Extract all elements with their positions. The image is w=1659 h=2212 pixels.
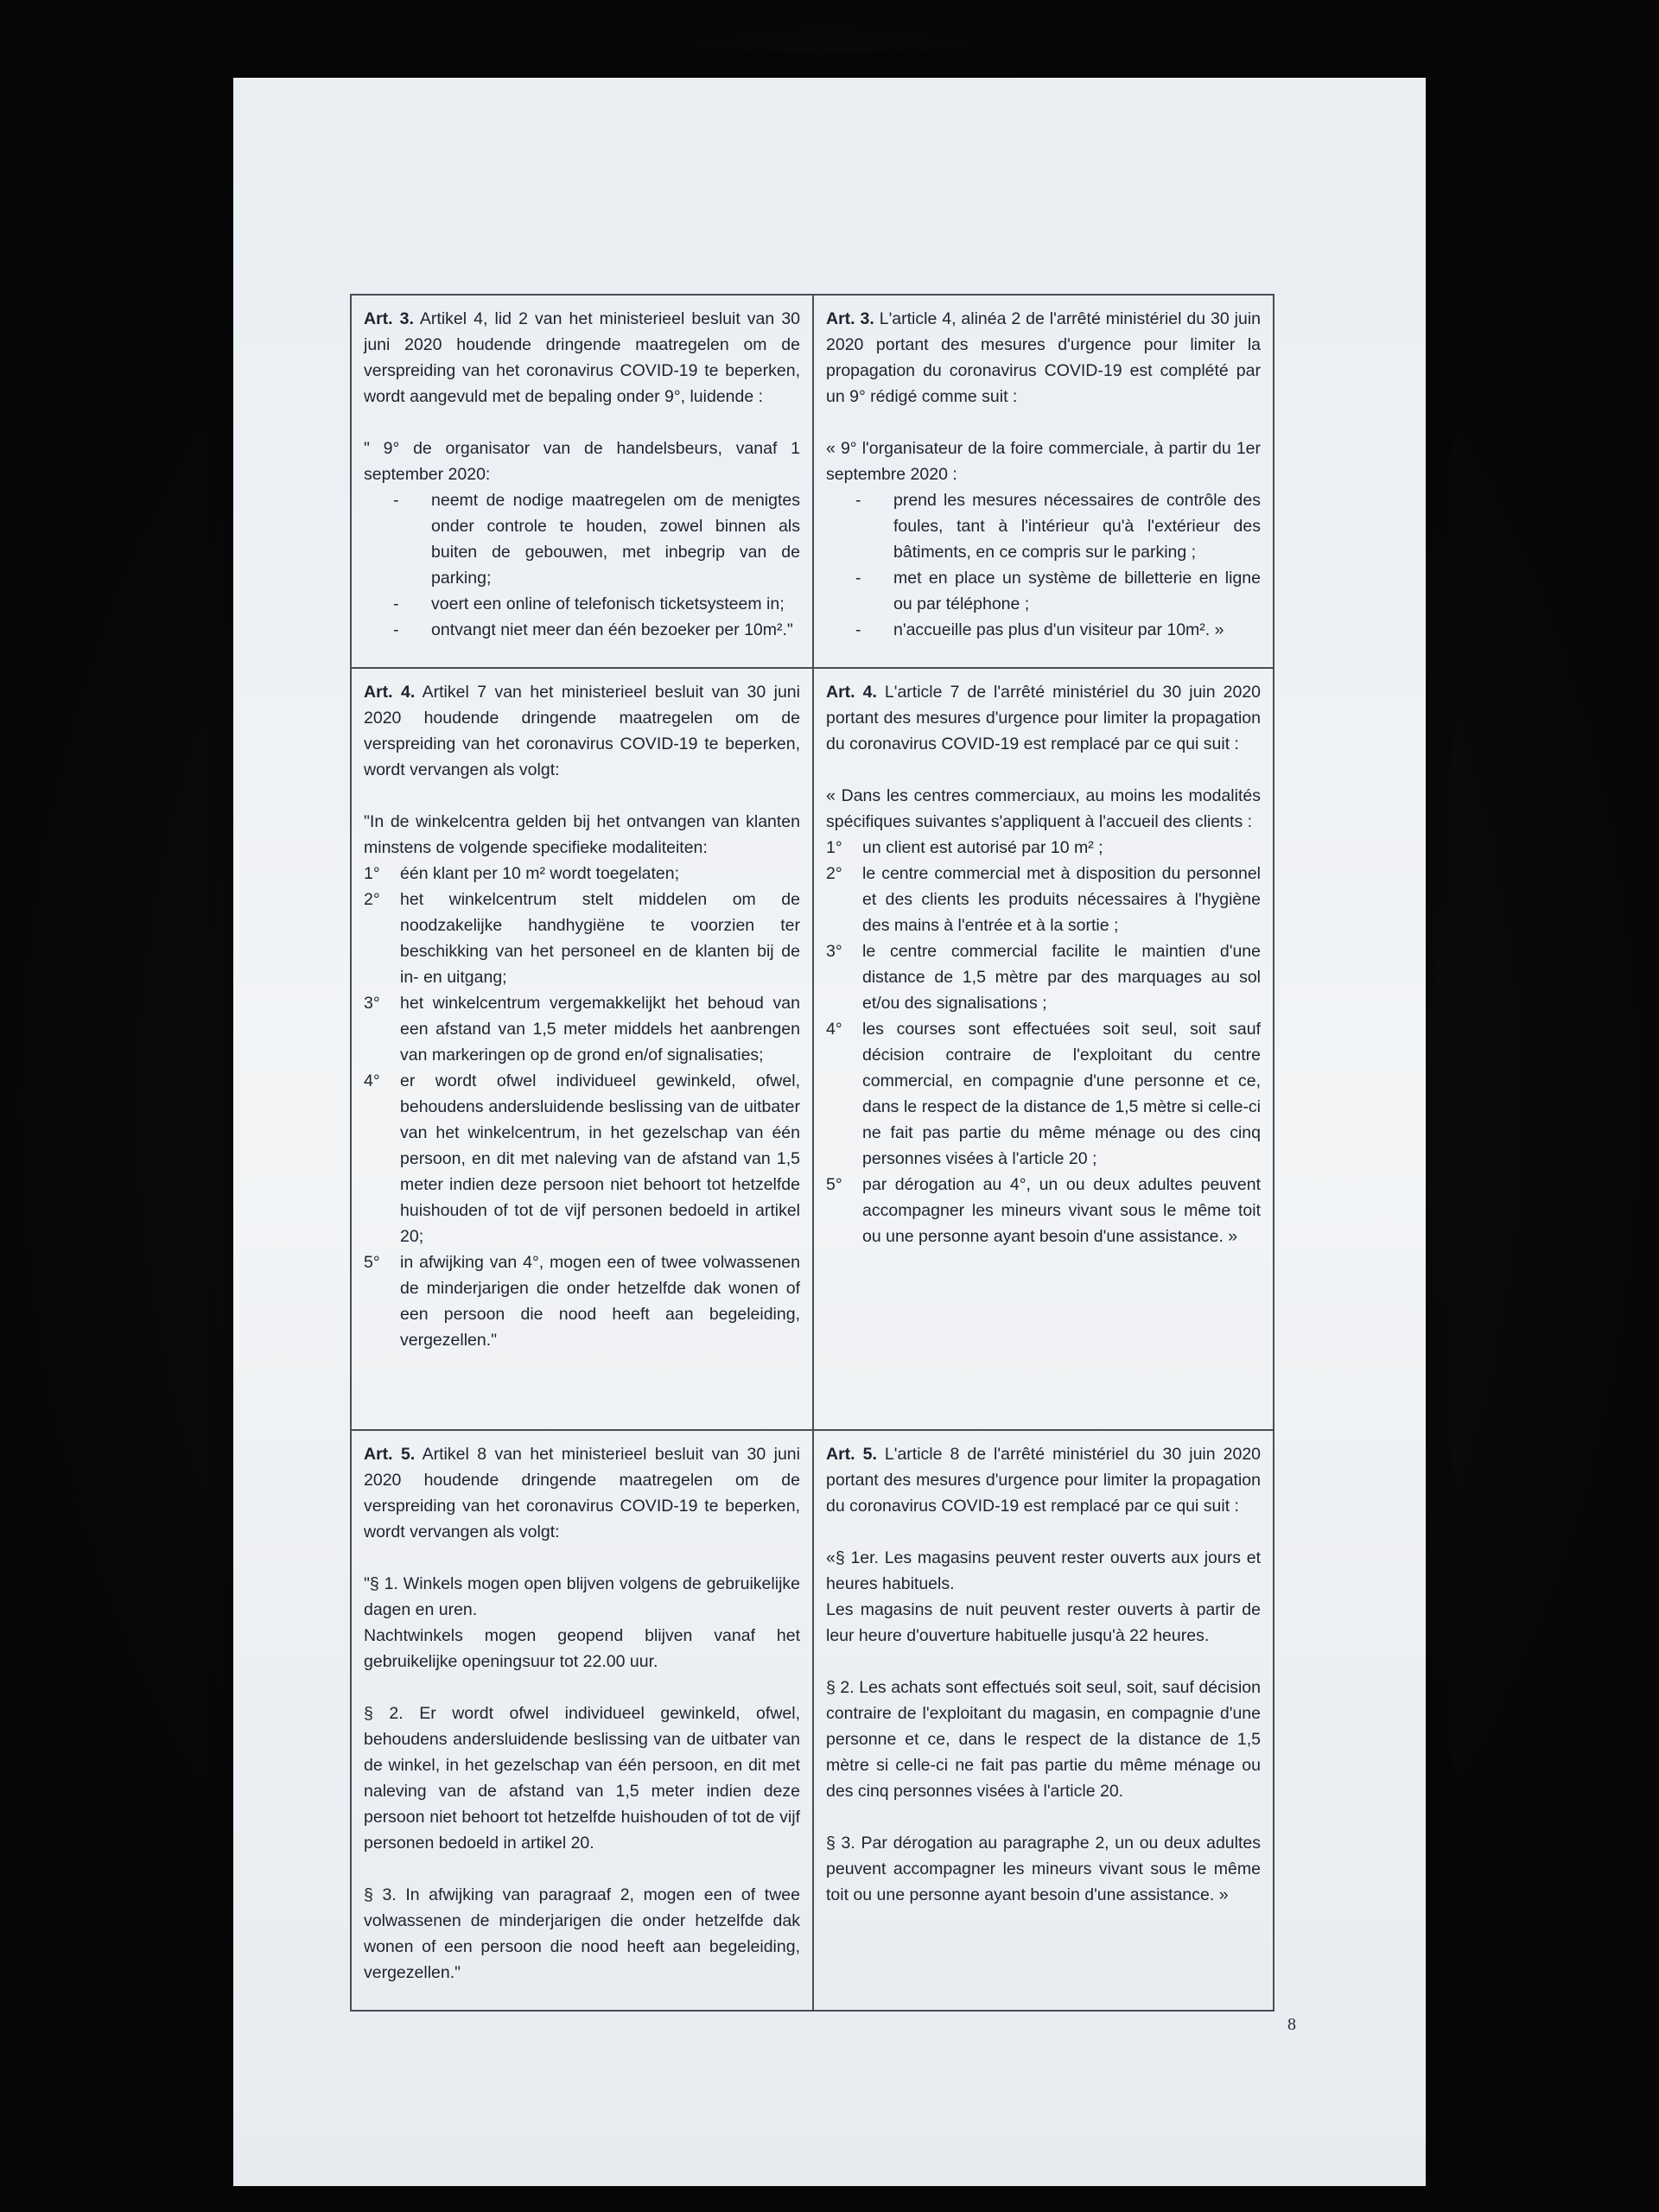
list-item <box>364 861 800 887</box>
art3-nl-intro <box>364 306 800 410</box>
comparison-table <box>350 294 1274 2012</box>
art4-fr-list <box>826 835 1261 1249</box>
list-item: - n'accueille pas plus d'un visiteur par 10m². » <box>893 617 1261 643</box>
article-label: Art. 4. <box>364 683 416 702</box>
paragraph-1: «§ 1er. Les magasins peuvent rester ouverts aux jours et heures habituels. <box>826 1548 1261 1593</box>
list-item <box>364 990 800 1068</box>
art3-fr-intro <box>826 306 1261 410</box>
art3-nl-quote-intro: " 9° de organisator van de handelsbeurs, vanaf 1 september 2020: <box>364 439 800 484</box>
art4-nl-intro <box>364 679 800 783</box>
document-page <box>233 78 1426 2186</box>
cell-art5-nl <box>352 1431 812 2010</box>
article-label: Art. 5. <box>826 1445 877 1464</box>
item-number: 5° <box>826 1175 842 1194</box>
table-row-art3 <box>350 294 1274 667</box>
cell-art4-fr <box>812 669 1273 1429</box>
list-item <box>826 835 1261 861</box>
art3-fr-quote-intro: « 9° l'organisateur de la foire commerciale, à partir du 1er septembre 2020 : <box>826 439 1261 484</box>
paragraph-1b: Les magasins de nuit peuvent rester ouverts à partir de leur heure d'ouverture habituelle jusqu'à 22 heures. <box>826 1600 1261 1645</box>
list-item <box>826 1016 1261 1172</box>
paragraph-3: § 3. Par dérogation au paragraphe 2, un ou deux adultes peuvent accompagner les mineurs vivant sous le même toit ou une personne ayant besoin d'une assistance. » <box>826 1834 1261 1904</box>
art3-nl-list <box>364 487 800 643</box>
item-text: par dérogation au 4°, un ou deux adultes peuvent accompagner les mineurs vivant sous le même toit ou une personne ayant besoin d'une assistance. » <box>862 1175 1261 1246</box>
item-number: 1° <box>364 864 380 883</box>
item-number: 2° <box>826 864 842 883</box>
article-intro-text: L'article 4, alinéa 2 de l'arrêté ministériel du 30 juin 2020 portant des mesures d'urgence pour limiter la propagation du coronavirus COVID-19 est complété par un 9° rédigé comme suit : <box>826 309 1262 406</box>
article-intro-text: L'article 8 de l'arrêté ministériel du 30 juin 2020 portant des mesures d'urgence pour limiter la propagation du coronavirus COVID-19 est remplacé par ce qui suit : <box>826 1445 1262 1516</box>
list-item: - prend les mesures nécessaires de contrôle des foules, tant à l'intérieur qu'à l'extérieur des bâtiments, en ce compris sur le parking ; <box>893 487 1261 565</box>
item-number: 2° <box>364 890 380 909</box>
art4-fr-intro <box>826 679 1261 757</box>
item-number: 5° <box>364 1253 380 1272</box>
item-number: 3° <box>826 942 842 961</box>
page-number: 8 <box>1287 2015 1296 2034</box>
item-number: 3° <box>364 994 380 1013</box>
item-number: 1° <box>826 838 842 857</box>
art4-fr-quote-intro: « Dans les centres commerciaux, au moins les modalités spécifiques suivantes s'appliquent à l'accueil des clients : <box>826 786 1261 831</box>
list-item <box>826 1172 1261 1249</box>
art5-nl-intro <box>364 1441 800 1545</box>
article-intro-text: Artikel 8 van het ministerieel besluit van 30 juni 2020 houdende dringende maatregelen om de verspreiding van het coronavirus COVID-19 te beperken, wordt vervangen als volgt: <box>364 1445 800 1541</box>
list-item: - voert een online of telefonisch ticketsysteem in; <box>431 591 800 617</box>
article-intro-text: Artikel 4, lid 2 van het ministerieel besluit van 30 juni 2020 houdende dringende maatregelen om de verspreiding van het coronavirus COVID-19 te beperken, wordt aangevuld met de bepaling onder 9°, luidende : <box>364 309 801 406</box>
art3-fr-list <box>826 487 1261 643</box>
list-item <box>826 861 1261 938</box>
item-number: 4° <box>364 1071 380 1090</box>
item-text: in afwijking van 4°, mogen een of twee volwassenen de minderjarigen die onder hetzelfde dak wonen of een persoon die nood heeft aan begeleiding, vergezellen." <box>400 1253 800 1350</box>
article-intro-text: Artikel 7 van het ministerieel besluit van 30 juni 2020 houdende dringende maatregelen om de verspreiding van het coronavirus COVID-19 te beperken, wordt vervangen als volgt: <box>364 683 800 779</box>
paragraph-1b: Nachtwinkels mogen geopend blijven vanaf het gebruikelijke openingsuur tot 22.00 uur. <box>364 1626 800 1671</box>
article-intro-text: L'article 7 de l'arrêté ministériel du 30 juin 2020 portant des mesures d'urgence pour limiter la propagation du coronavirus COVID-19 est remplacé par ce qui suit : <box>826 683 1262 753</box>
item-text: één klant per 10 m² wordt toegelaten; <box>400 864 680 883</box>
cell-art3-nl <box>352 296 812 667</box>
list-item: - ontvangt niet meer dan één bezoeker per 10m²." <box>431 617 800 643</box>
item-text: un client est autorisé par 10 m² ; <box>862 838 1103 857</box>
list-item: - neemt de nodige maatregelen om de menigtes onder controle te houden, zowel binnen als buiten de gebouwen, met inbegrip van de parking; <box>431 487 800 591</box>
list-item <box>364 887 800 990</box>
art5-fr-intro <box>826 1441 1261 1519</box>
paragraph-3: § 3. In afwijking van paragraaf 2, mogen een of twee volwassenen de minderjarigen die onder hetzelfde dak wonen of een persoon die nood heeft aan begeleiding, vergezellen." <box>364 1885 800 1982</box>
list-item <box>364 1249 800 1353</box>
item-text: les courses sont effectuées soit seul, soit sauf décision contraire de l'exploitant du centre commercial, en compagnie d'une personne et ce, dans le respect de la distance de 1,5 mètre si celle-ci ne fait pas partie du même ménage ou des cinq personnes visées à l'article 20 ; <box>862 1020 1261 1168</box>
item-text: het winkelcentrum vergemakkelijkt het behoud van een afstand van 1,5 meter middels het aanbrengen van markeringen op de grond en/of signalisaties; <box>400 994 800 1065</box>
article-label: Art. 3. <box>826 309 874 328</box>
table-row-art5 <box>350 1429 1274 2012</box>
table-row-art4 <box>350 667 1274 1429</box>
item-text: le centre commercial met à disposition du personnel et des clients les produits nécessaires à l'hygiène des mains à l'entrée et à la sortie ; <box>862 864 1261 935</box>
list-item: - met en place un système de billetterie en ligne ou par téléphone ; <box>893 565 1261 617</box>
art4-nl-quote-intro: "In de winkelcentra gelden bij het ontvangen van klanten minstens de volgende specifieke modaliteiten: <box>364 812 800 857</box>
list-item <box>364 1068 800 1249</box>
item-text: er wordt ofwel individueel gewinkeld, ofwel, behoudens andersluidende beslissing van de uitbater van het winkelcentrum, in het gezelschap van één persoon, en dit met naleving van de afstand van 1,5 meter indien deze persoon niet behoort tot hetzelfde huishouden of tot de vijf personen bedoeld in artikel 20; <box>400 1071 800 1246</box>
art4-nl-list <box>364 861 800 1353</box>
item-text: het winkelcentrum stelt middelen om de noodzakelijke handhygiëne te voorzien ter beschikking van het personeel en de klanten bij de in- en uitgang; <box>400 890 800 987</box>
article-label: Art. 5. <box>364 1445 416 1464</box>
item-number: 4° <box>826 1020 842 1039</box>
article-label: Art. 4. <box>826 683 877 702</box>
article-label: Art. 3. <box>364 309 414 328</box>
cell-art5-fr <box>812 1431 1273 2010</box>
list-item <box>826 938 1261 1016</box>
paragraph-2: § 2. Er wordt ofwel individueel gewinkeld, ofwel, behoudens andersluidende beslissing van de uitbater van de winkel, in het gezelschap van één persoon, en dit met naleving van de afstand van 1,5 meter indien deze persoon niet behoort tot hetzelfde huishouden of tot de vijf personen bedoeld in artikel 20. <box>364 1704 800 1853</box>
cell-art3-fr <box>812 296 1273 667</box>
paragraph-2: § 2. Les achats sont effectués soit seul, soit, sauf décision contraire de l'exploitant du magasin, en compagnie d'une personne et ce, dans le respect de la distance de 1,5 mètre si celle-ci ne fait pas partie du même ménage ou des cinq personnes visées à l'article 20. <box>826 1678 1261 1801</box>
paragraph-1: "§ 1. Winkels mogen open blijven volgens de gebruikelijke dagen en uren. <box>364 1574 800 1619</box>
item-text: le centre commercial facilite le maintien d'une distance de 1,5 mètre par des marquages au sol et/ou des signalisations ; <box>862 942 1261 1013</box>
cell-art4-nl <box>352 669 812 1429</box>
